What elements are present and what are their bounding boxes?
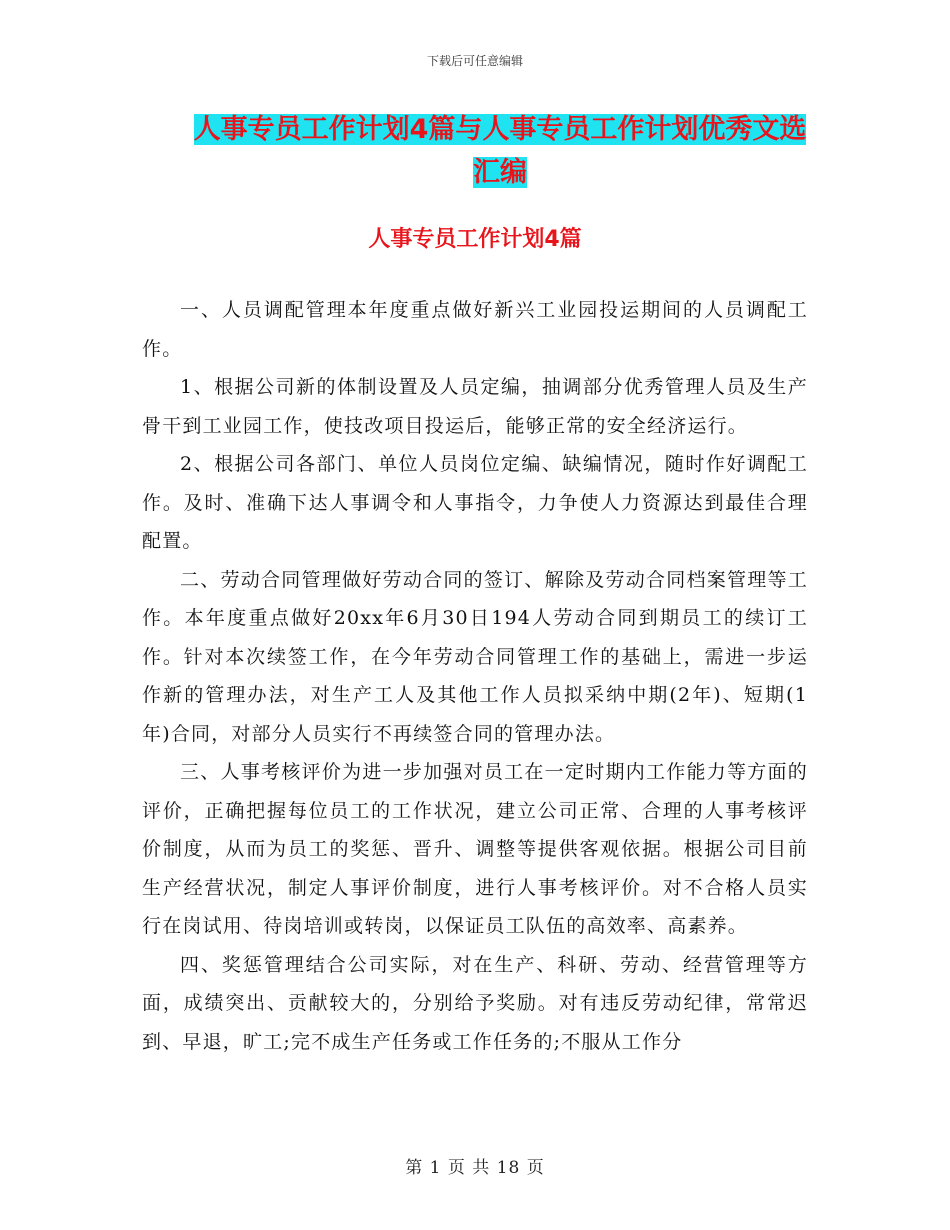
paragraph: 三、人事考核评价为进一步加强对员工在一定时期内工作能力等方面的评价，正确把握每位员工的工作状况，建立公司正常、合理的人事考核评价制度，从而为员工的奖惩、晋升、调整等提供客观依据。根据公司目前生产经营状况，制定人事评价制度，进行人事考核评价。对不合格人员实行在岗试用、待岗培训或转岗，以保证员工队伍的高效率、高素养。 <box>142 761 808 937</box>
document-title-line-1: 人事专员工作计划4篇与人事专员工作计划优秀文选 <box>193 114 807 145</box>
paragraph: 二、劳动合同管理做好劳动合同的签订、解除及劳动合同档案管理等工作。本年度重点做好20xx年6月30日194人劳动合同到期员工的续订工作。针对本次续签工作，在今年劳动合同管理工作的基础上，需进一步运作新的管理办法，对生产工人及其他工作人员拟采纳中期(2年)、短期(1年)合同，对部分人员实行不再续签合同的管理办法。 <box>142 568 808 745</box>
document-title-line-2: 汇编 <box>473 157 527 188</box>
header-note: 下载后可任意编辑 <box>426 54 523 68</box>
page-indicator: 第 1 页 共 18 页 <box>405 1158 545 1178</box>
document-title <box>150 108 850 194</box>
paragraph: 四、奖惩管理结合公司实际，对在生产、科研、劳动、经营管理等方面，成绩突出、贡献较大的，分别给予奖励。对有违反劳动纪律，常常迟到、早退，旷工;完不成生产任务或工作任务的;不服从工作分 <box>142 953 808 1053</box>
paragraph: 2、根据公司各部门、单位人员岗位定编、缺编情况，随时作好调配工作。及时、准确下达人事调令和人事指令，力争使人力资源达到最佳合理配置。 <box>142 453 808 552</box>
document-body <box>142 291 808 1061</box>
section-title: 人事专员工作计划4篇 <box>368 227 582 252</box>
paragraph: 1、根据公司新的体制设置及人员定编，抽调部分优秀管理人员及生产骨干到工业园工作，使技改项目投运后，能够正常的安全经济运行。 <box>142 376 808 437</box>
paragraph: 一、人员调配管理本年度重点做好新兴工业园投运期间的人员调配工作。 <box>142 299 808 360</box>
